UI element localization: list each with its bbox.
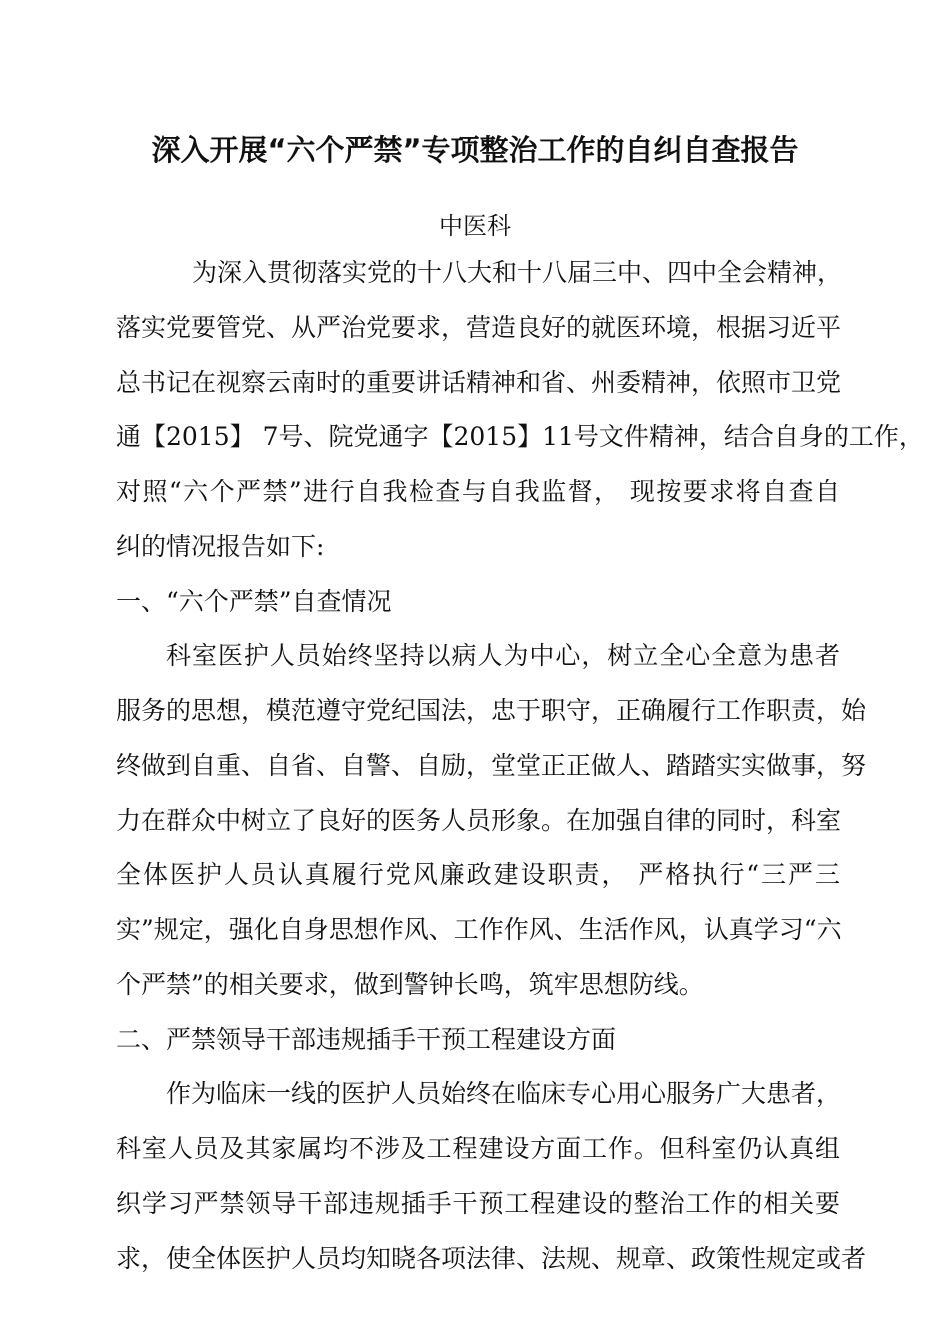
body-line: 织学习严禁领导干部违规插手干预工程建设的整治工作的相关要	[116, 1188, 840, 1218]
body-line: 落实党要管党、从严治党要求，营造良好的就医环境，根据习近平	[116, 312, 842, 342]
body-line: 全体医护人员认真履行党风廉政建设职责， 严格执行“三严三	[116, 860, 840, 890]
body-line: 终做到自重、自省、自警、自励，堂堂正正做人、踏踏实实做事，努	[116, 750, 867, 780]
body-line: 总书记在视察云南时的重要讲话精神和省、州委精神，依照市卫党	[116, 367, 842, 397]
body-line: 力在群众中树立了良好的医务人员形象。在加强自律的同时，科室	[116, 805, 842, 835]
body-line: 服务的思想，模范遵守党纪国法，忠于职守，正确履行工作职责，始	[116, 696, 867, 725]
body-line: 对照“六个严禁”进行自我检查与自我监督， 现按要求将自查自	[116, 477, 840, 506]
body-line: 为深入贯彻落实党的十八大和十八届三中、四中全会精神，	[192, 258, 843, 287]
document-title: 深入开展“六个严禁”专项整治工作的自纠自查报告	[151, 133, 799, 167]
body-line: 通【2015】 7号、院党通字【2015】11号文件精神，结合自身的工作，	[116, 422, 924, 452]
section-heading-1: 一、“六个严禁”自查情况	[116, 586, 392, 616]
body-line: 作为临床一线的医护人员始终在临床专心用心服务广大患者，	[166, 1079, 842, 1109]
body-line: 求，使全体医护人员均知晓各项法律、法规、规章、政策性规定或者	[116, 1243, 867, 1273]
body-line: 科室医护人员始终坚持以病人为中心，树立全心全意为患者	[166, 641, 840, 671]
body-line: 纠的情况报告如下:	[116, 531, 325, 561]
document-body	[116, 250, 924, 1290]
body-line: 实”规定，强化自身思想作风、工作作风、生活作风，认真学习“六	[116, 915, 842, 944]
body-line: 个严禁”的相关要求，做到警钟长鸣，筑牢思想防线。	[116, 969, 704, 999]
body-line: 科室人员及其家属均不涉及工程建设方面工作。但科室仍认真组	[116, 1134, 840, 1163]
department-name: 中医科	[439, 212, 511, 240]
section-heading-2: 二、严禁领导干部违规插手干预工程建设方面	[116, 1024, 617, 1054]
